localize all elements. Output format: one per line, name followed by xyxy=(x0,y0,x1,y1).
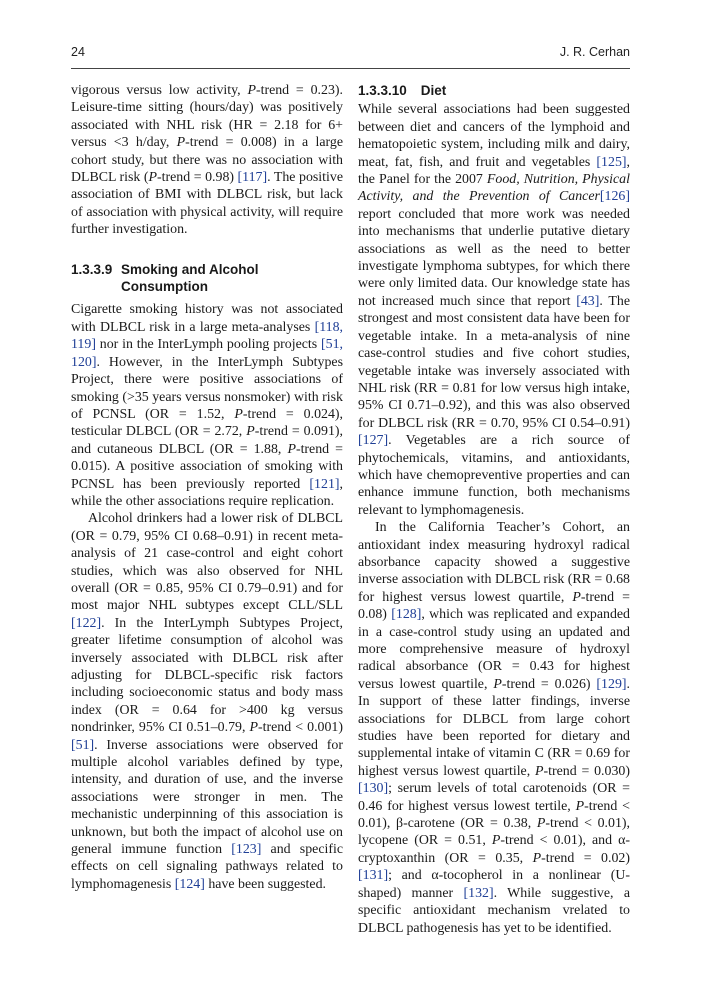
header-rule xyxy=(71,68,630,69)
section-number: 1.3.3.10 xyxy=(358,83,407,98)
citation-link[interactable]: [123] xyxy=(231,842,262,858)
paragraph-diet: While several associations had been suggested between diet and cancers of the lymphoid and hematopoietic system, including milk and dairy, meat, fat, fish, and fruit and vegetables [125], the Panel for the 2007 Food, Nutrition, Physical Activity, and the Prevention of Cancer[126] report concluded that more work was needed into mechanisms that underlie putative dietary associations as well as the need to better investigate lymphoma subtypes, for which there were only limited data. Our knowledge state has not increased much since that report [43]. The strongest and most consistent data have been for vegetable intake. In a meta-analysis of nine case-control studies and five cohort studies, vegetable intake was inversely associated with NHL risk (RR = 0.81 for low versus high intake, 95% CI 0.71–0.92), and this was also observed for DLBCL risk (RR = 0.70, 95% CI 0.54–0.91) [127]. Vegetables are a rich source of phytochemicals, vitamins, and antioxidants, which have chemopreventive properties and can enhance immune function, both mechanisms relevant to lymphomagenesis. xyxy=(358,102,630,518)
paragraph-alcohol: Alcohol drinkers had a lower risk of DLBCL (OR = 0.79, 95% CI 0.68–0.91) in recent meta-analysis of 21 case-control and eight cohort studies, which was also observed for NHL overall (OR = 0.85, 95% CI 0.79–0.91) and for most major NHL subtypes except CLL/SLL [122]. In the InterLymph Subtypes Project, greater lifetime consumption of alcohol was inversely associated with DLBCL risk after adjusting for DLBCL-specific risk factors including socioeconomic status and body mass index (OR = 0.64 for >400 kg versus nondrinker, 95% CI 0.51–0.79, P-trend < 0.001) [51]. Inverse associations were observed for multiple alcohol variables defined by type, intensity, and duration of use, and the inverse associations were stronger in men. The mechanistic underpinning of this association is unknown, but both the impact of alcohol use on general immune function [123] and specific effects on cell signaling pathways related to lymphomagenesis [124] have been suggested. xyxy=(71,511,343,892)
citation-link[interactable]: [127] xyxy=(358,433,389,449)
citation-link[interactable]: [128] xyxy=(391,607,422,623)
citation-link[interactable]: [125] xyxy=(596,154,627,170)
citation-link[interactable]: [129] xyxy=(596,676,627,692)
citation-link[interactable]: [131] xyxy=(358,868,389,884)
section-title: Diet xyxy=(420,83,447,98)
paragraph-physical-activity: vigorous versus low activity, P-trend = 0.23). Leisure-time sitting (hours/day) was positively associated with NHL risk (HR = 2.18 for 6+ versus <3 h/day, P-trend = 0.008) in a large cohort study, but there was no association with DLBCL risk (P-trend = 0.98) [117]. The positive association of BMI with DLBCL risk, but lack of association with physical activity, will require further investigation. xyxy=(71,83,343,238)
running-header xyxy=(71,45,630,59)
citation-link[interactable]: [122] xyxy=(71,615,102,631)
paragraph-antioxidants: In the California Teacher’s Cohort, an antioxidant index measuring hydroxyl radical absorbance capacity showed a suggestive inverse association with DLBCL risk (RR = 0.68 for highest versus lowest quartile, P-trend = 0.08) [128], which was replicated and expanded in a case-control study using an updated and more comprehensive measure of hydroxyl radical absorbance (OR = 0.43 for highest versus lowest quartile, P-trend = 0.026) [129]. In support of these latter findings, inverse associations for DLBCL from large cohort studies have been reported for dietary and supplemental intake of vitamin C (RR = 0.69 for highest versus lowest quartile, P-trend = 0.030) [130]; serum levels of total carotenoids (OR = 0.46 for highest versus lowest tertile, P-trend < 0.01), β-carotene (OR = 0.38, P-trend < 0.01), lycopene (OR = 0.51, P-trend < 0.01), and α-cryptoxanthin (OR = 0.35, P-trend = 0.02) [131]; and α-tocopherol in a nonlinear (U-shaped) manner [132]. While suggestive, a specific antioxidant mechanism vrelated to DLBCL pathogenesis has yet to be identified. xyxy=(358,520,631,936)
section-heading-smoking-alcohol xyxy=(71,261,343,296)
paragraph-smoking: Cigarette smoking history was not associated with DLBCL risk in a large meta-analyses [118, 119] nor in the InterLymph pooling projects [51, 120]. However, in the InterLymph Subtypes Project, there were positive associations of smoking (>35 years versus nonsmoker) with risk of PCNSL (OR = 1.52, P-trend = 0.024), testicular DLBCL (OR = 2.72, P-trend = 0.091), and cutaneous DLBCL (OR = 1.88, P-trend = 0.015). A positive association of smoking with PCNSL has been previously reported [121], while the other associations require replication. xyxy=(71,302,343,509)
page-number: 24 xyxy=(71,45,85,59)
left-column xyxy=(71,82,343,893)
citation-link[interactable]: [130] xyxy=(358,781,389,797)
right-column xyxy=(358,82,630,937)
citation-link[interactable]: [124] xyxy=(174,876,205,892)
citation-link[interactable]: [51] xyxy=(71,737,95,753)
section-heading-diet xyxy=(358,82,630,99)
citation-link[interactable]: [126] xyxy=(599,189,630,205)
running-author: J. R. Cerhan xyxy=(559,45,630,59)
citation-link[interactable]: [117] xyxy=(237,170,268,186)
citation-link[interactable]: [121] xyxy=(309,476,340,492)
citation-link[interactable]: [132] xyxy=(463,885,494,901)
citation-link[interactable]: [51, 120] xyxy=(71,337,343,370)
section-title: Smoking and Alcohol Consumption xyxy=(121,261,259,295)
citation-link[interactable]: [118, 119] xyxy=(71,319,343,353)
section-number: 1.3.3.9 xyxy=(71,261,113,277)
citation-link[interactable]: [43] xyxy=(576,293,600,309)
